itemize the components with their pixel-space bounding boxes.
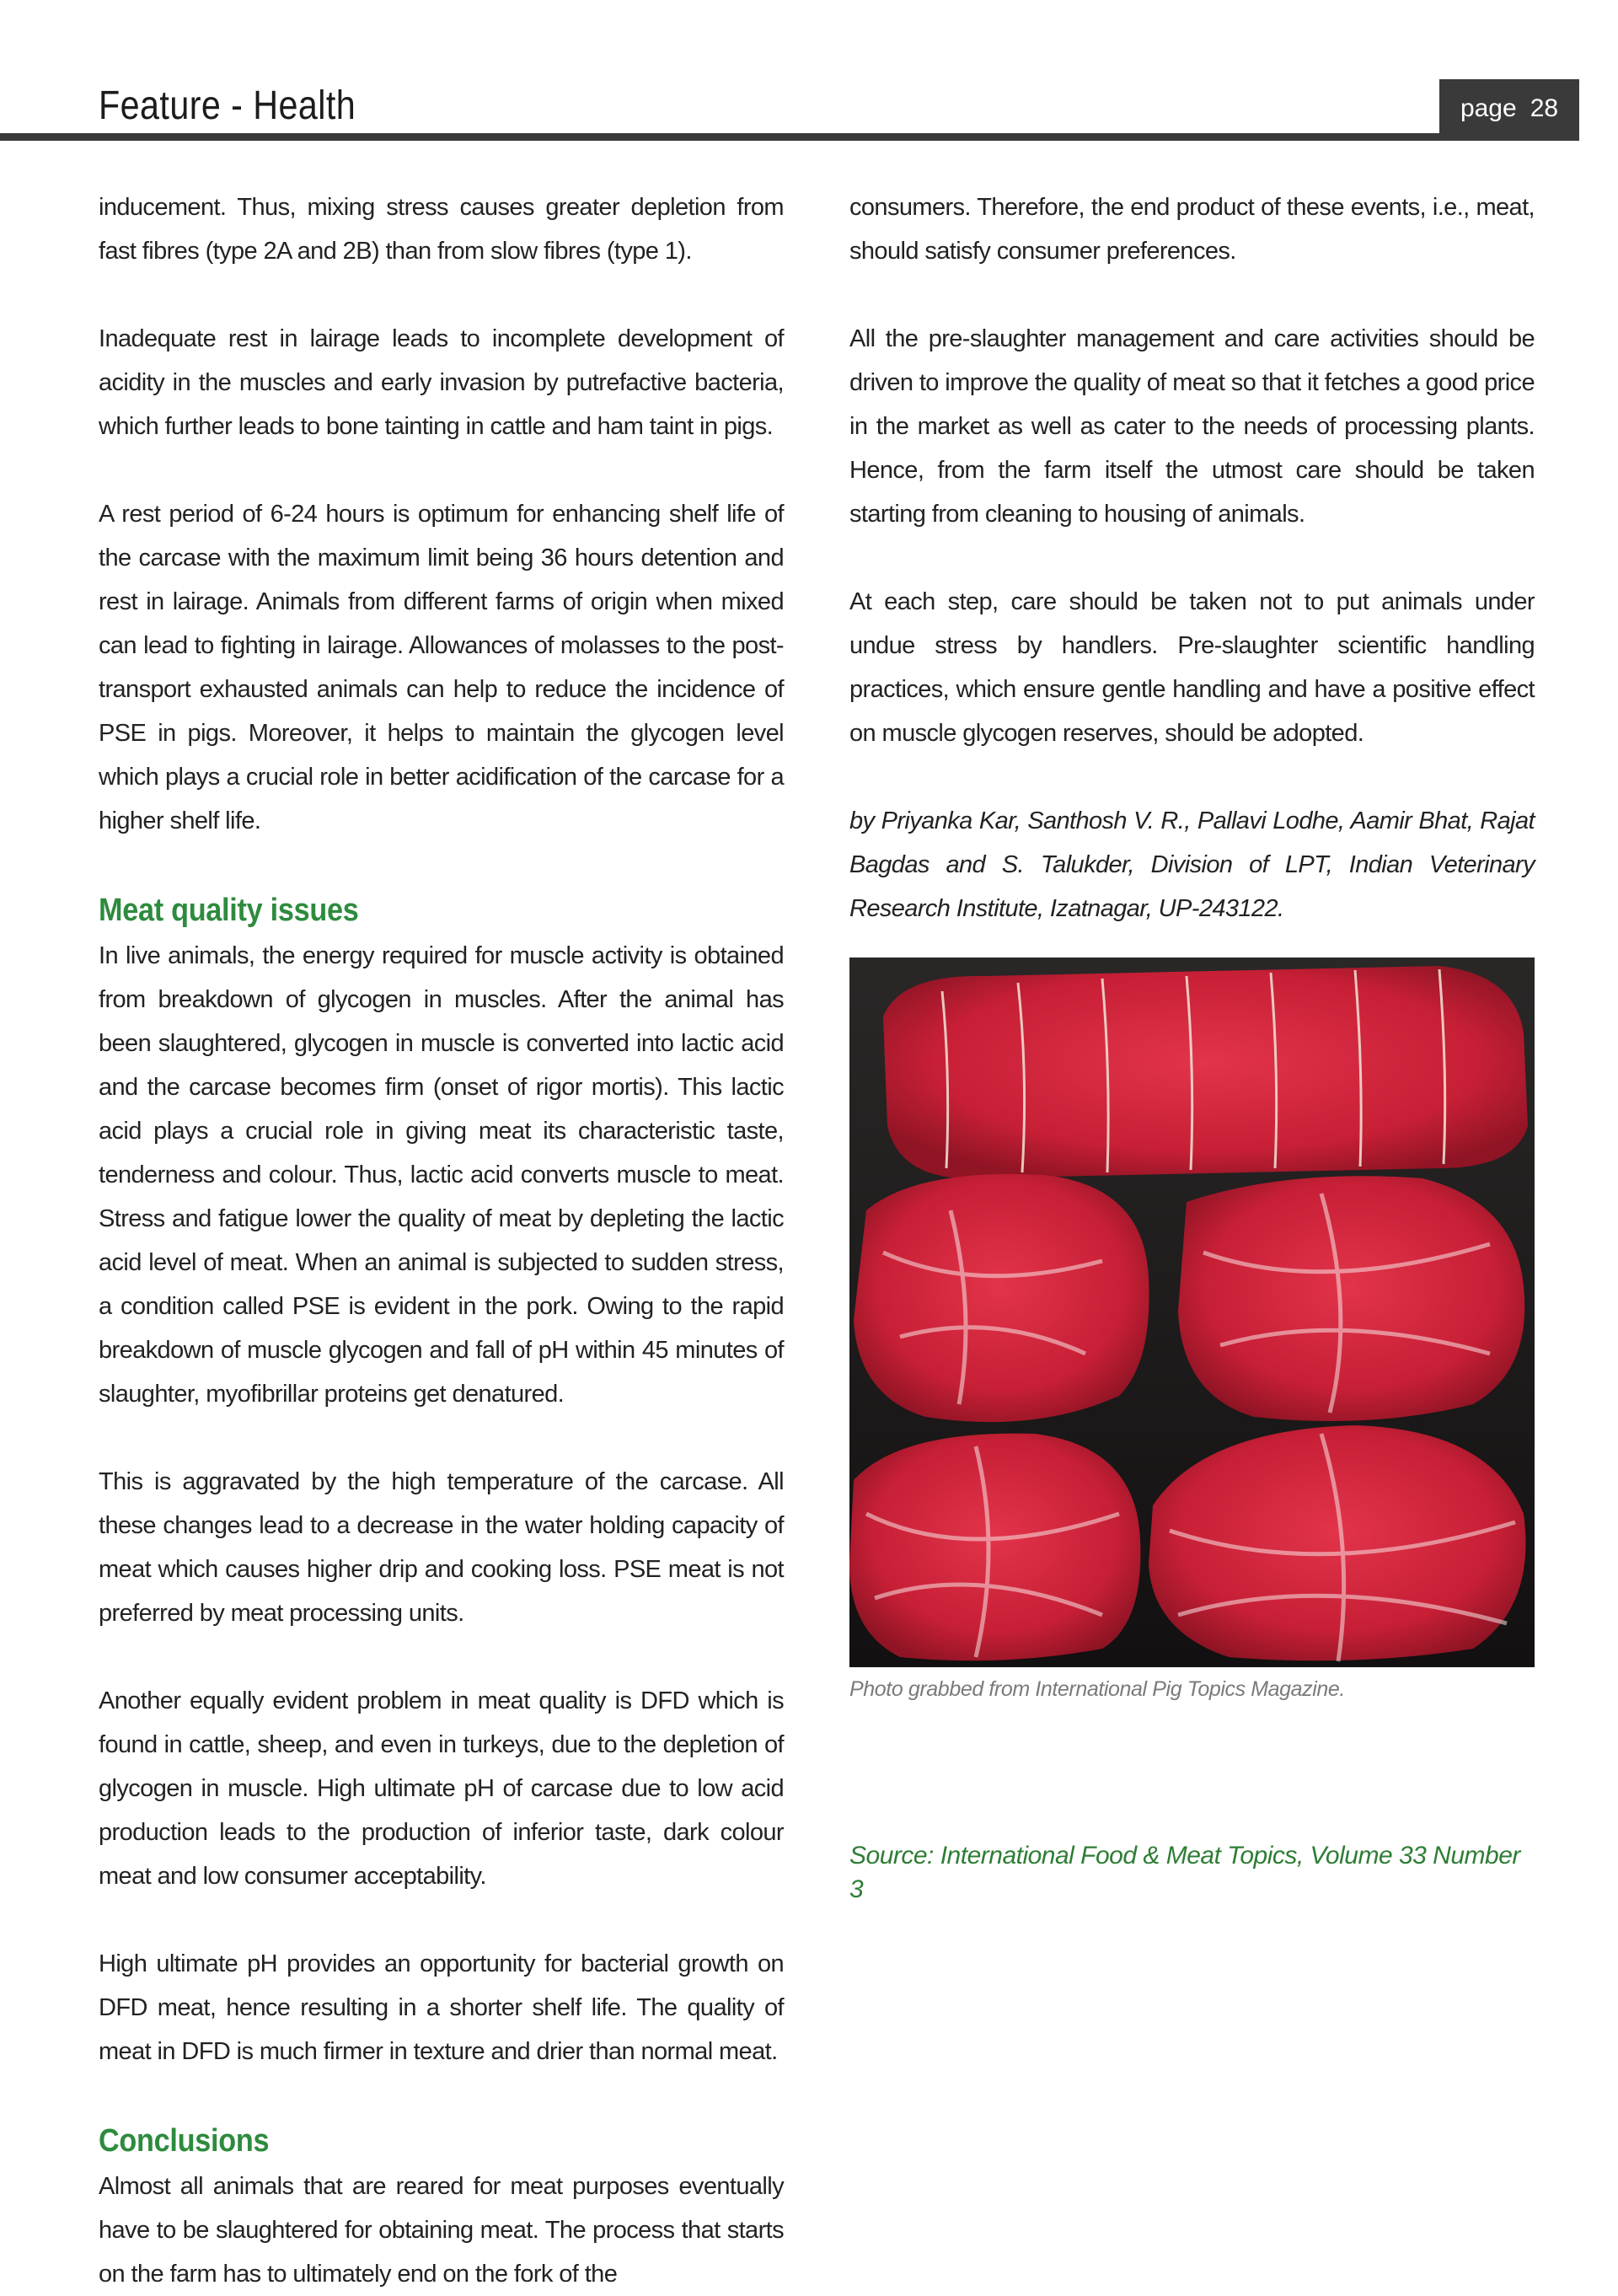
meat-photo bbox=[849, 958, 1535, 1667]
page-label: page bbox=[1460, 94, 1517, 122]
steak bbox=[1178, 1176, 1524, 1421]
steak bbox=[849, 1434, 1140, 1661]
paragraph: This is aggravated by the high temperature of the carcase. All these changes lead to a decrease in the water holding capacity of meat which causes higher drip and cooking loss. PSE meat is not preferred by meat processing units. bbox=[99, 1468, 784, 1627]
paragraph: A rest period of 6-24 hours is optimum for enhancing shelf life of the carcase with the maximum limit being 36 hours detention and rest in lairage. Animals from different farms of origin when mixed can lead to fighting in lairage. Allowances of molasses to the post-transport exhausted animals can help to reduce the incidence of PSE in pigs. Moreover, it helps to maintain the glycogen level which plays a crucial role in better acidification of the carcase for a higher shelf life. bbox=[99, 501, 784, 834]
steak bbox=[854, 1174, 1149, 1422]
author-byline: by Priyanka Kar, Santhosh V. R., Pallavi Lodhe, Aamir Bhat, Rajat Bagdas and S. Talukder, Division of LPT, Indian Veterinary Research Institute, Izatnagar, UP-243122. bbox=[849, 807, 1535, 922]
paragraph: At each step, care should be taken not to put animals under undue stress by handlers. Pre-slaughter scientific handling practices, which ensure gentle handling and have a positive effect on muscle glycogen reserves, should be adopted. bbox=[849, 588, 1535, 747]
roast bbox=[883, 966, 1528, 1178]
page-number-tab bbox=[1439, 79, 1579, 138]
paragraph: All the pre-slaughter management and care activities should be driven to improve the quality of meat so that it fetches a good price in the market as well as cater to the needs of processing plants. Hence, from the farm itself the utmost care should be taken starting from cleaning to housing of animals. bbox=[849, 325, 1535, 528]
source-credit: Source: International Food & Meat Topics, Volume 33 Number 3 bbox=[849, 1842, 1520, 1903]
photo-caption: Photo grabbed from International Pig Topics Magazine. bbox=[849, 1677, 1345, 1701]
paragraph: consumers. Therefore, the end product of these events, i.e., meat, should satisfy consumer preferences. bbox=[849, 194, 1535, 265]
paragraph: In live animals, the energy required for muscle activity is obtained from breakdown of glycogen in muscles. After the animal has been slaughtered, glycogen in muscle is converted into lactic acid and the carcase becomes firm (onset of rigor mortis). This lactic acid plays a crucial role in giving meat its characteristic taste, tenderness and colour. Thus, lactic acid converts muscle to meat. Stress and fatigue lower the quality of meat by depleting the lactic acid level of meat. When an animal is subjected to sudden stress, a condition called PSE is evident in the pork. Owing to the rapid breakdown of muscle glycogen and fall of pH within 45 minutes of slaughter, myofibrillar proteins get denatured. bbox=[99, 942, 784, 1408]
paragraph: inducement. Thus, mixing stress causes greater depletion from fast fibres (type 2A and 2B) than from slow fibres (type 1). bbox=[99, 194, 784, 265]
heading-conclusions: Conclusions bbox=[99, 2123, 270, 2159]
paragraph: Inadequate rest in lairage leads to incomplete development of acidity in the muscles and early invasion by putrefactive bacteria, which further leads to bone tainting in cattle and ham taint in pigs. bbox=[99, 325, 784, 440]
page-number: 28 bbox=[1530, 94, 1559, 122]
section-title: Feature - Health bbox=[99, 83, 356, 128]
heading-meat-quality: Meat quality issues bbox=[99, 893, 359, 928]
paragraph: Almost all animals that are reared for meat purposes eventually have to be slaughtered for obtaining meat. The process that starts on the farm has to ultimately end on the fork of the bbox=[99, 2173, 784, 2288]
header-rule bbox=[0, 133, 1579, 141]
paragraph: High ultimate pH provides an opportunity for bacterial growth on DFD meat, hence resulting in a shorter shelf life. The quality of meat in DFD is much firmer in texture and drier than normal meat. bbox=[99, 1950, 784, 2065]
left-column bbox=[99, 185, 784, 2296]
paragraph: Another equally evident problem in meat quality is DFD which is found in cattle, sheep, and even in turkeys, due to the depletion of glycogen in muscle. High ultimate pH of carcase due to low acid production leads to the production of inferior taste, dark colour meat and low consumer acceptability. bbox=[99, 1687, 784, 1890]
right-column bbox=[849, 185, 1535, 1907]
